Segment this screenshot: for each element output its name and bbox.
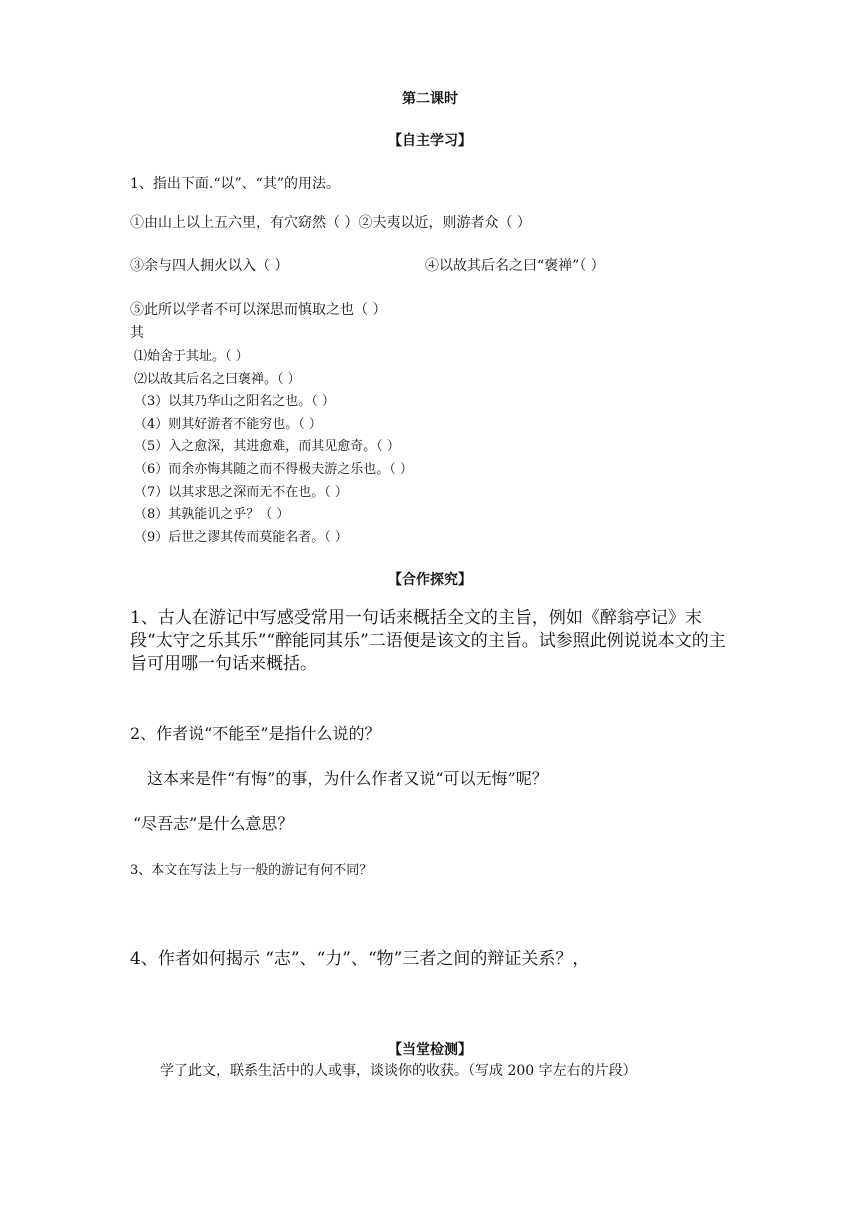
qi-item-9: （9）后世之谬其传而莫能名者。（ ） [134, 530, 348, 545]
inquiry-question-2a: 这本来是件“有悔”的事，为什么作者又说“可以无悔”呢？ [147, 769, 548, 788]
yi-item-3: ③余与四人拥火以入（ ） [130, 258, 289, 274]
inquiry-question-2: 2、作者说“不能至”是指什么说的？ [130, 724, 381, 743]
inquiry-question-3: 3、本文在写法上与一般的游记有何不同？ [130, 863, 373, 878]
in-class-test-heading: 【当堂检测】 [388, 1042, 472, 1058]
yi-item-1: ①由山上以上五六里，有穴窈然（ ）②夫夷以近，则游者众（ ） [130, 215, 531, 231]
self-study-question-1: 1、指出下面.“以”、“其”的用法。 [130, 176, 340, 192]
qi-label: 其 [130, 325, 144, 341]
qi-item-1: ⑴始舍于其址。（ ） [134, 349, 249, 364]
qi-item-5: （5）入之愈深，其进愈难，而其见愈奇。（ ） [134, 439, 400, 454]
inquiry-question-4: 4、作者如何揭示 “志”、“力”、“物”三者之间的辩证关系？， [130, 949, 590, 969]
qi-item-3: （3）以其乃华山之阳名之也。（ ） [134, 394, 335, 409]
self-study-heading: 【自主学习】 [388, 133, 472, 149]
qi-item-2: ⑵以故其后名之曰褒禅。（ ） [134, 372, 301, 387]
lesson-title: 第二课时 [402, 91, 458, 107]
yi-item-4: ④以故其后名之曰“褒禅”（ ） [425, 258, 605, 274]
qi-item-8: （8）其孰能讥之乎？（ ） [134, 507, 290, 522]
in-class-test-task: 学了此文，联系生活中的人或事，谈谈你的收获。（写成 200 字左右的片段） [160, 1063, 637, 1079]
inquiry-question-2b: “尽吾志”是什么意思？ [133, 814, 294, 833]
yi-item-5: ⑤此所以学者不可以深思而慎取之也（ ） [130, 302, 387, 318]
qi-item-4: （4）则其好游者不能穷也。（ ） [134, 417, 322, 432]
inquiry-question-1: 1、古人在游记中写感受常用一句话来概括全文的主旨，例如《醉翁亭记》末段“太守之乐其乐”“醉能同其乐”二语便是该文的主旨。试参照此例说说本文的主旨可用哪一句话来概括。 [130, 608, 726, 674]
cooperative-inquiry-heading: 【合作探究】 [388, 572, 472, 588]
qi-item-6: （6）而余亦悔其随之而不得极夫游之乐也。（ ） [134, 462, 413, 477]
qi-item-7: （7）以其求思之深而无不在也。（ ） [134, 485, 348, 500]
